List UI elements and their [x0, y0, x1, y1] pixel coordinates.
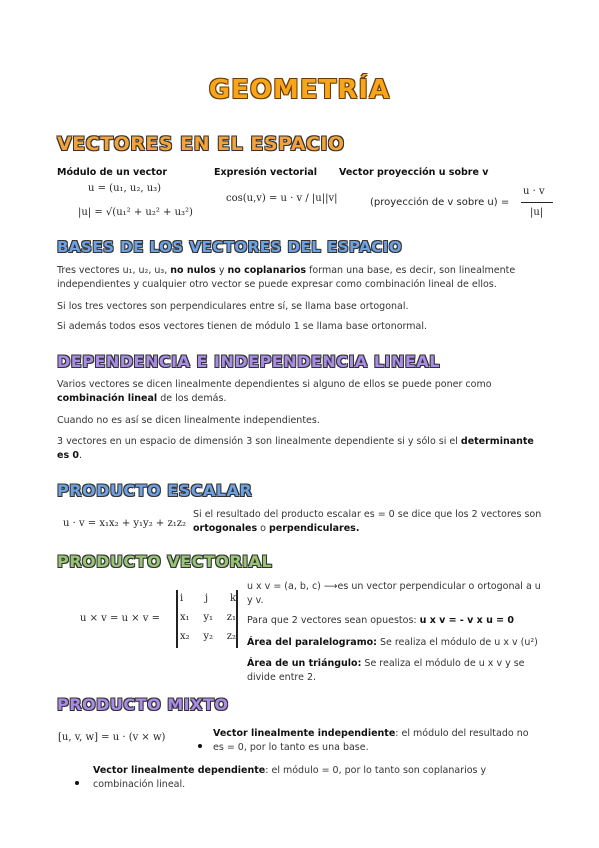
- label-modulo: Módulo de un vector: [57, 167, 168, 178]
- formula-coseno: cos(u,v) = u · v / |u||v|: [226, 193, 338, 204]
- determinant-bar-right: [236, 590, 238, 648]
- section-heading-vectorial: PRODUCTO VECTORIAL: [57, 552, 273, 571]
- formula-vector-components: u = (u₁, u₂, u₃): [88, 183, 162, 194]
- dependencia-paragraph-1: Varios vectores se dicen linealmente dependientes si alguno de ellos se puede poner como combinación lineal de los demás.: [57, 379, 492, 404]
- section-heading-escalar: PRODUCTO ESCALAR: [57, 481, 253, 500]
- determinant-bar-left: [176, 590, 178, 648]
- page-title: GEOMETRÍA: [208, 75, 391, 105]
- bases-paragraph-2: Si los tres vectores son perpendiculares entre sí, se llama base ortogonal.: [57, 301, 409, 312]
- formula-proyeccion-den: |u|: [530, 207, 544, 218]
- label-proyeccion: Vector proyección u sobre v: [339, 167, 489, 178]
- formula-producto-escalar: u · v = x₁x₂ + y₁y₂ + z₁z₂: [63, 518, 187, 529]
- section-heading-bases: BASES DE LOS VECTORES DEL ESPACIO: [57, 238, 403, 256]
- vectorial-line-2: Para que 2 vectores sean opuestos: u x v = - v x u = 0: [247, 615, 515, 626]
- determinant-matrix: i j k x₁ y₁ z₁ x₂ y₂ z₂: [180, 593, 236, 642]
- label-expresion: Expresión vectorial: [214, 167, 317, 178]
- formula-proyeccion-left: (proyección de v sobre u) =: [370, 197, 510, 208]
- bases-paragraph-3: Si además todos esos vectores tienen de módulo 1 se llama base ortonormal.: [57, 321, 427, 332]
- dependencia-paragraph-2: Cuando no es así se dicen linealmente independientes.: [57, 415, 320, 426]
- section-heading-mixto: PRODUCTO MIXTO: [57, 695, 229, 714]
- formula-producto-mixto: [u, v, w] = u · (v × w): [58, 732, 166, 743]
- list-item-dependiente: Vector linealmente dependiente: el módulo = 0, por lo tanto son coplanarios y combinación lineal.: [93, 765, 487, 790]
- section-heading-dependencia: DEPENDENCIA E INDEPENDENCIA LINEAL: [57, 352, 440, 371]
- formula-modulo: |u| = √(u₁² + u₂² + u₃²): [78, 207, 193, 218]
- bullet-dot: [198, 733, 202, 752]
- formula-producto-vectorial: u × v = u × v =: [80, 613, 160, 624]
- formula-proyeccion-num: u · v: [523, 186, 545, 197]
- fraction-line: [521, 202, 553, 203]
- arrow-right-icon: ⟶: [323, 581, 338, 592]
- section-heading-vectores: VECTORES EN EL ESPACIO: [57, 133, 345, 155]
- escalar-paragraph: Si el resultado del producto escalar es = 0 se dice que los 2 vectores son ortogonales o perpendiculares.: [193, 509, 542, 534]
- list-item-independiente: Vector linealmente independiente: el módulo del resultado no es = 0, por lo tanto es una base.: [213, 728, 529, 753]
- dependencia-paragraph-3: 3 vectores en un espacio de dimensión 3 son linealmente dependiente si y sólo si el determinante es 0.: [57, 436, 534, 461]
- bullet-dot: [75, 770, 79, 789]
- vectorial-line-1: u x v = (a, b, c) ⟶es un vector perpendicular o ortogonal a u y v.: [247, 581, 541, 606]
- vectorial-line-3: Área del paralelogramo: Se realiza el módulo de u x v (u²): [247, 637, 538, 648]
- vectorial-line-4: Área de un triángulo: Se realiza el módulo de u x v y se divide entre 2.: [247, 658, 525, 683]
- bases-paragraph-1: Tres vectores u₁, u₂, u₃, no nulos y no coplanarios forman una base, es decir, son linealmente independientes y cualquier otro vector se puede expresar como combinación lineal de ellos.: [57, 265, 516, 290]
